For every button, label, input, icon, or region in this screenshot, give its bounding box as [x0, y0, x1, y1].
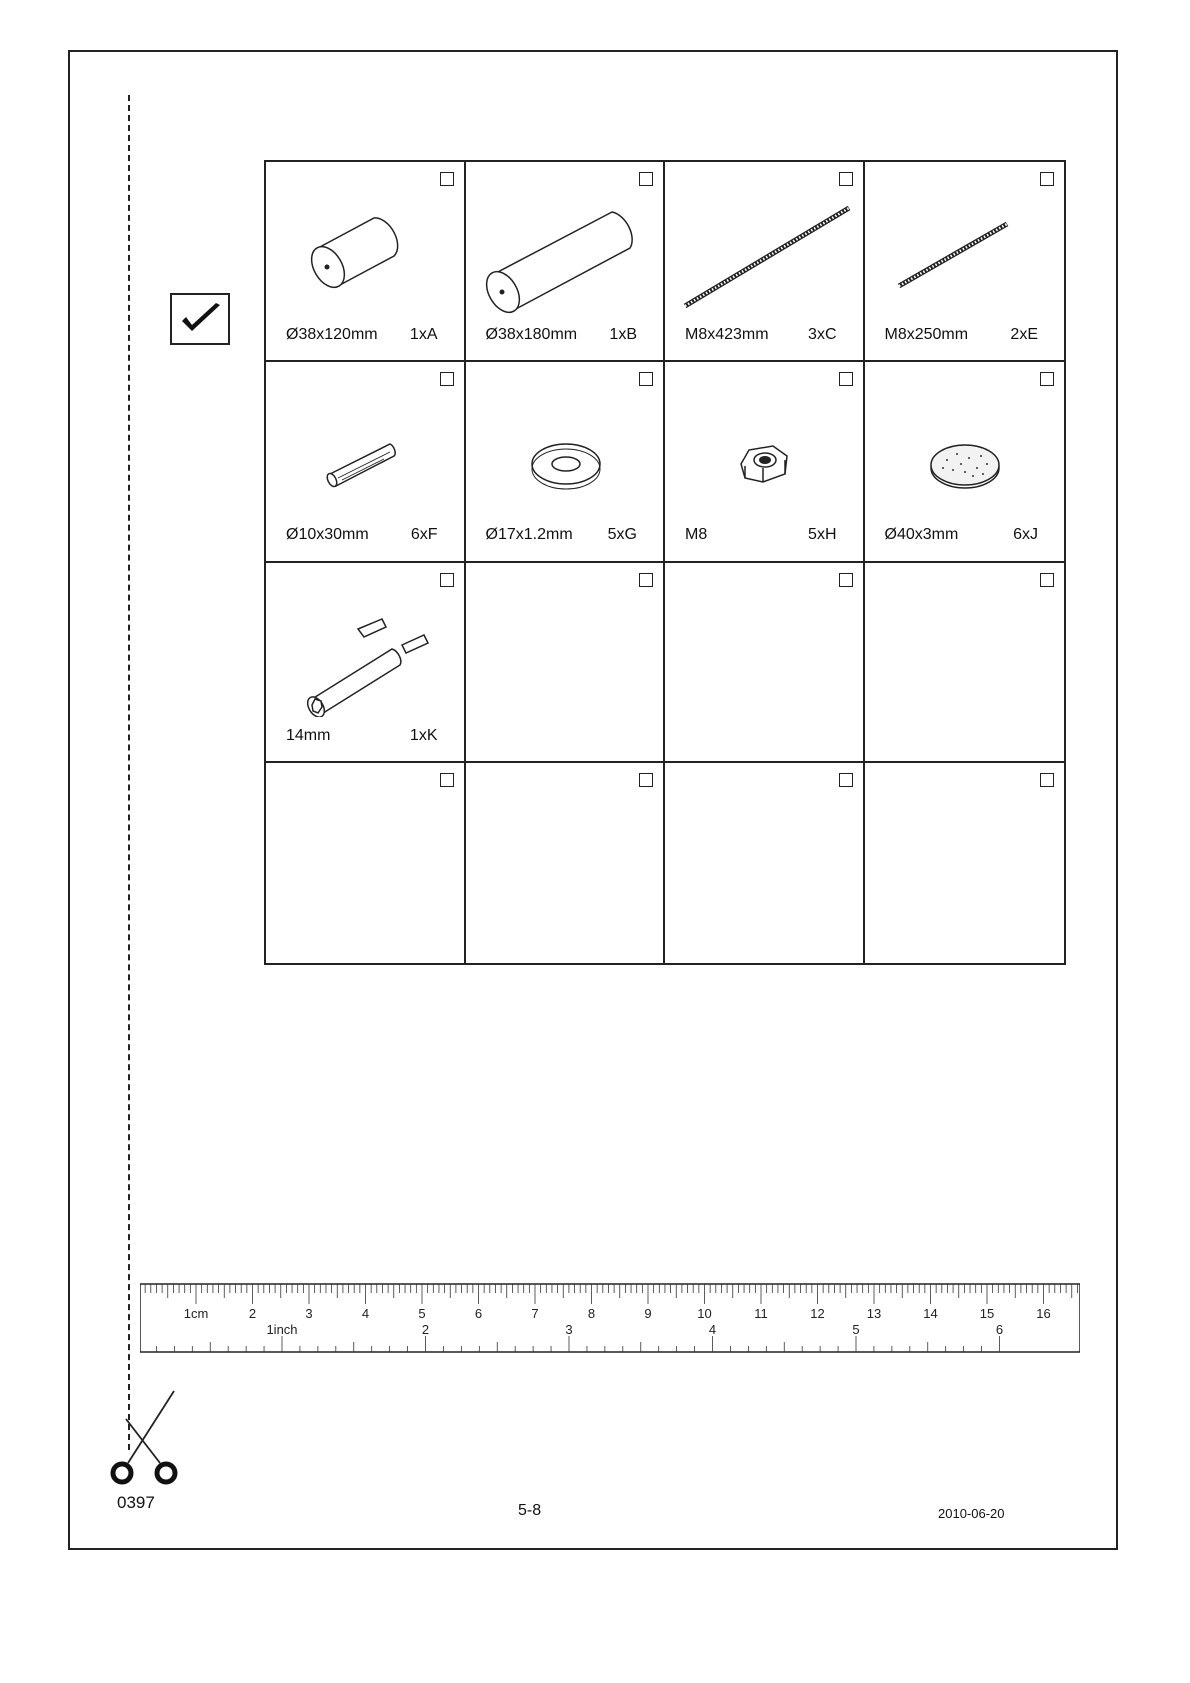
- part-spec: Ø40x3mm: [884, 526, 959, 544]
- part-checkbox[interactable]: [440, 573, 454, 587]
- part-cell: [865, 362, 1065, 562]
- part-checkbox[interactable]: [1040, 372, 1054, 386]
- part-checkbox[interactable]: [1040, 573, 1054, 587]
- page-number: 5-8: [518, 1502, 542, 1519]
- part-spec: Ø38x120mm: [286, 326, 378, 343]
- cm-label: 10: [697, 1306, 712, 1321]
- inch-label: 5: [852, 1322, 860, 1337]
- empty-part-cell: [466, 563, 666, 763]
- cm-labels: [184, 1306, 1051, 1321]
- cm-ticks: [145, 1284, 1077, 1304]
- empty-part-cell: [266, 763, 466, 963]
- cm-label: 4: [361, 1306, 370, 1321]
- part-cell: [266, 563, 466, 763]
- empty-part-cell: [665, 763, 865, 963]
- box-wrench-icon: [266, 587, 464, 717]
- part-qty: 1xB: [609, 326, 637, 343]
- part-checkbox[interactable]: [839, 372, 853, 386]
- part-checkbox[interactable]: [1040, 773, 1054, 787]
- part-checkbox[interactable]: [839, 172, 853, 186]
- part-spec: 14mm: [286, 726, 331, 744]
- part-checkbox[interactable]: [839, 773, 853, 787]
- part-cell: [865, 162, 1065, 362]
- part-cell: [466, 162, 666, 362]
- part-cell: [665, 162, 865, 362]
- part-spec: Ø38x180mm: [485, 326, 578, 343]
- inch-label: 6: [995, 1322, 1004, 1337]
- part-checkbox[interactable]: [1040, 172, 1054, 186]
- part-checkbox[interactable]: [440, 372, 454, 386]
- hex-nut-icon: [665, 386, 863, 516]
- short-cylinder-icon: [266, 186, 464, 316]
- part-qty: 1xA: [409, 326, 438, 343]
- dowel-icon: [266, 386, 464, 516]
- inch-label: 4: [708, 1322, 717, 1337]
- document-date: 2010-06-20: [938, 1506, 1005, 1521]
- cm-label: 15: [979, 1306, 995, 1321]
- checkmark-icon: [176, 297, 226, 341]
- part-cell: [266, 162, 466, 362]
- inch-label: 3: [565, 1322, 573, 1337]
- cm-label: 12: [810, 1306, 825, 1321]
- part-cell: [466, 362, 666, 562]
- inch-labels: [266, 1322, 1003, 1337]
- part-qty: 3xC: [808, 326, 837, 343]
- inch-label: 2: [421, 1322, 430, 1337]
- ruler: [140, 1282, 1080, 1362]
- inch-ticks: [156, 1336, 999, 1352]
- empty-part-cell: [865, 563, 1065, 763]
- empty-part-cell: [665, 563, 865, 763]
- washer-icon: [466, 386, 664, 516]
- empty-part-cell: [865, 763, 1065, 963]
- part-spec: M8x250mm: [884, 326, 969, 343]
- parts-grid: [264, 160, 1066, 965]
- part-qty: 6xJ: [1013, 526, 1038, 544]
- part-cell: [266, 362, 466, 562]
- long-threaded-rod-icon: [665, 186, 863, 316]
- part-spec: M8: [685, 526, 708, 544]
- part-checkbox[interactable]: [440, 172, 454, 186]
- empty-part-cell: [466, 763, 666, 963]
- long-cylinder-icon: [466, 186, 664, 316]
- cm-label: 16: [1036, 1306, 1051, 1321]
- part-spec: M8x423mm: [685, 326, 769, 343]
- cm-label: 11: [754, 1306, 768, 1321]
- part-qty: 5xH: [808, 526, 837, 544]
- checked-box: [170, 293, 230, 345]
- felt-pad-icon: [865, 386, 1063, 516]
- part-checkbox[interactable]: [839, 573, 853, 587]
- cm-label: 1cm: [183, 1306, 209, 1321]
- part-qty: 2xE: [1010, 326, 1038, 343]
- part-qty: 1xK: [409, 726, 438, 744]
- part-qty: 5xG: [607, 526, 637, 544]
- cm-label: 5: [418, 1306, 426, 1321]
- part-checkbox[interactable]: [440, 773, 454, 787]
- cm-label: 3: [305, 1306, 313, 1321]
- cm-label: 14: [923, 1306, 938, 1321]
- part-checkbox[interactable]: [639, 172, 653, 186]
- inch-label: 1inch: [266, 1322, 298, 1337]
- cm-label: 13: [866, 1306, 882, 1321]
- short-threaded-rod-icon: [865, 186, 1063, 316]
- cm-label: 8: [587, 1306, 596, 1321]
- part-spec: Ø10x30mm: [286, 526, 369, 544]
- part-qty: 6xF: [410, 526, 438, 544]
- part-spec: Ø17x1.2mm: [485, 526, 573, 544]
- scissors-icon: [100, 1385, 200, 1495]
- cm-label: 6: [474, 1306, 483, 1321]
- cm-label: 9: [644, 1306, 652, 1321]
- cm-label: 2: [248, 1306, 257, 1321]
- cut-line: [128, 95, 130, 1450]
- document-code: 0397: [117, 1493, 155, 1512]
- part-checkbox[interactable]: [639, 773, 653, 787]
- cm-label: 7: [531, 1306, 539, 1321]
- part-cell: [665, 362, 865, 562]
- part-checkbox[interactable]: [639, 372, 653, 386]
- part-checkbox[interactable]: [639, 573, 653, 587]
